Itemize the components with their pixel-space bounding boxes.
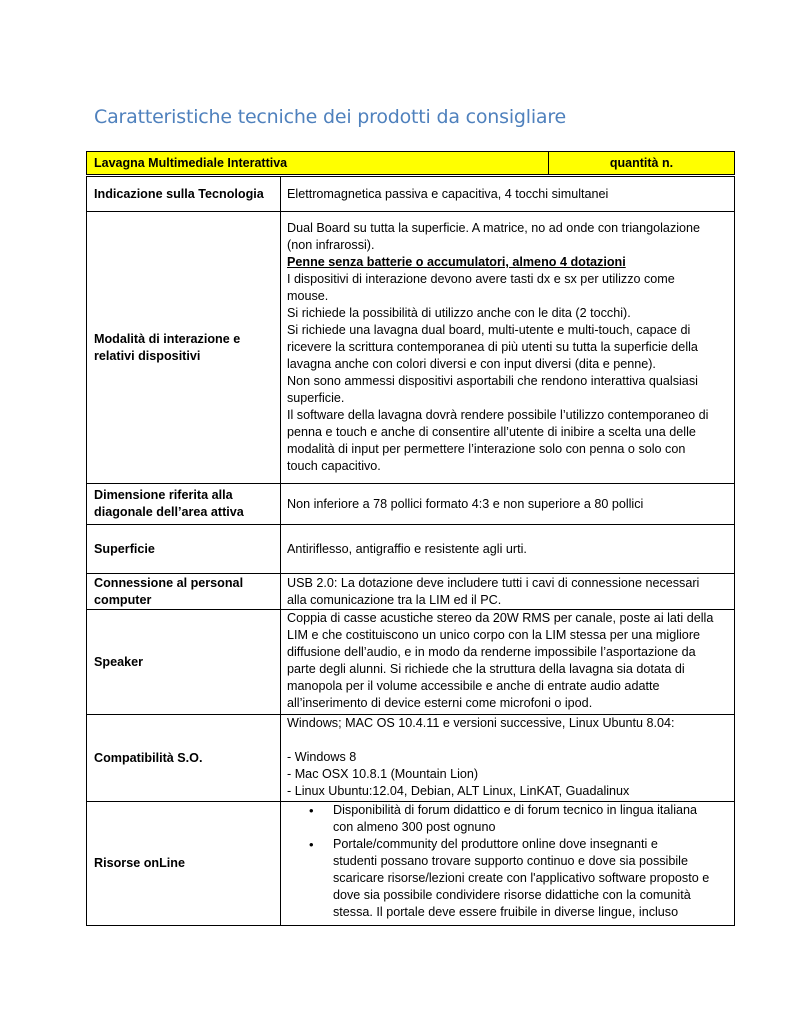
row-content: Coppia di casse acustiche stereo da 20W RMS per canale, poste ai lati della LIM e che costituiscono un unico corpo con la LIM stessa per una migliore diffusione dell’audio, e in modo da renderne impossibile l’asportazione da parte degli alunni. Si richiede che la struttura della lavagna sia dotata di manopola per il volume accessibile e anche di entrate audio adatte all’inserimento di device esterni come microfoni o ipod. (281, 610, 735, 715)
row-label: Compatibilità S.O. (87, 715, 281, 802)
row-content: Windows; MAC OS 10.4.11 e versioni successive, Linux Ubuntu 8.04: - Windows 8 - Mac OSX 10.8.1 (Mountain Lion) - Linux Ubuntu:12.04, Debian, ALT Linux, LinKAT, Guadalinux (281, 715, 735, 802)
table-row (87, 177, 735, 212)
product-name-cell: Lavagna Multimediale Interattiva (87, 152, 549, 175)
quantity-cell: quantità n. (549, 152, 735, 175)
row-content: Dual Board su tutta la superficie. A matrice, no ad onde con triangolazione (non infrarossi). Penne senza batterie o accumulatori, almeno 4 dotazioni I dispositivi di interazione devono avere tasti dx e sx per utilizzo come mouse. Si richiede la possibilità di utilizzo anche con le dita (2 tocchi). Si richiede una lavagna dual board, multi-utente e multi-touch, capace di ricevere la scrittura contemporanea di più utenti su tutta la superficie della lavagna anche con colori diversi e con input diversi (dita e penne). Non sono ammessi dispositivi asportabili che rendono interattiva qualsiasi superficie. Il software della lavagna dovrà rendere possibile l’utilizzo contemporaneo di penna e touch e anche di consentire all’utente di inibire a scelta una delle modalità di input per permettere l’interazione solo con penna o solo con touch capacitivo. (281, 212, 735, 484)
resources-list (287, 802, 728, 921)
table-row (87, 484, 735, 525)
table-row (87, 212, 735, 484)
row-label: Modalità di interazione e relativi dispositivi (87, 212, 281, 484)
list-item: • Portale/community del produttore online dove insegnanti e studenti possano trovare supporto continuo e dove sia possibile scaricare risorse/lezioni create con l'applicativo software proposto e dove sia possibile condividere risorse didattiche con la comunità stessa. Il portale deve essere fruibile in diverse lingue, incluso (333, 836, 728, 921)
row-content: Antiriflesso, antigraffio e resistente agli urti. (281, 525, 735, 574)
row-label: Superficie (87, 525, 281, 574)
row-label: Speaker (87, 610, 281, 715)
table-row (87, 802, 735, 926)
page-title: Caratteristiche tecniche dei prodotti da consigliare (94, 106, 567, 128)
table-row (87, 610, 735, 715)
row-label: Dimensione riferita alla diagonale dell’area attiva (87, 484, 281, 525)
row-content: Non inferiore a 78 pollici formato 4:3 e non superiore a 80 pollici (281, 484, 735, 525)
list-item: • Disponibilità di forum didattico e di forum tecnico in lingua italiana con almeno 300 post ognuno (333, 802, 728, 836)
specs-table (86, 176, 735, 926)
table-row (87, 574, 735, 610)
table-row (87, 715, 735, 802)
row-content (281, 802, 735, 926)
row-label: Connessione al personal computer (87, 574, 281, 610)
row-content: Elettromagnetica passiva e capacitiva, 4 tocchi simultanei (281, 177, 735, 212)
underlined-requirement: Penne senza batterie o accumulatori, almeno 4 dotazioni (287, 255, 626, 269)
row-content: USB 2.0: La dotazione deve includere tutti i cavi di connessione necessari alla comunicazione tra la LIM ed il PC. (281, 574, 735, 610)
product-header-table (86, 151, 735, 175)
row-label: Indicazione sulla Tecnologia (87, 177, 281, 212)
row-label: Risorse onLine (87, 802, 281, 926)
table-row (87, 525, 735, 574)
